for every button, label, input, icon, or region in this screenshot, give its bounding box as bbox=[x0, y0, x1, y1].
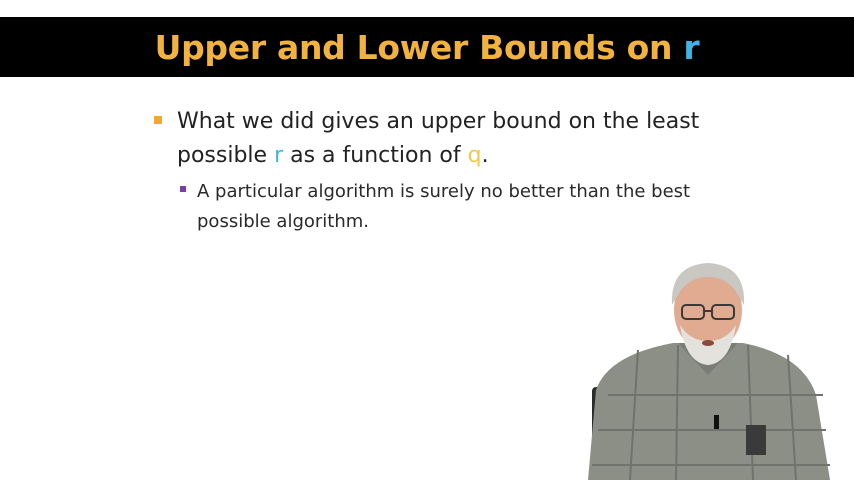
title-bar bbox=[0, 17, 854, 77]
presenter-video-image bbox=[578, 255, 838, 480]
bullet-text bbox=[177, 105, 755, 173]
sub-bullet-square-icon bbox=[180, 186, 186, 192]
sub-bullet-text: A particular algorithm is surely no better than the best possible algorithm. bbox=[197, 181, 691, 232]
bullet-point bbox=[155, 105, 755, 173]
bullet-text-middle: as a function of bbox=[283, 143, 468, 168]
slide-title bbox=[155, 28, 700, 67]
bullet-text-after: . bbox=[481, 143, 489, 168]
top-strip bbox=[0, 0, 854, 17]
variable-r: r bbox=[274, 143, 284, 168]
bullet-square-icon bbox=[154, 116, 162, 124]
bullet-text-before: What we did gives an upper bound on the least possible bbox=[177, 109, 700, 168]
sub-bullet-point bbox=[180, 177, 720, 237]
variable-q: q bbox=[467, 143, 482, 168]
title-variable-r: r bbox=[683, 27, 700, 67]
title-text: Upper and Lower Bounds on bbox=[154, 27, 684, 67]
